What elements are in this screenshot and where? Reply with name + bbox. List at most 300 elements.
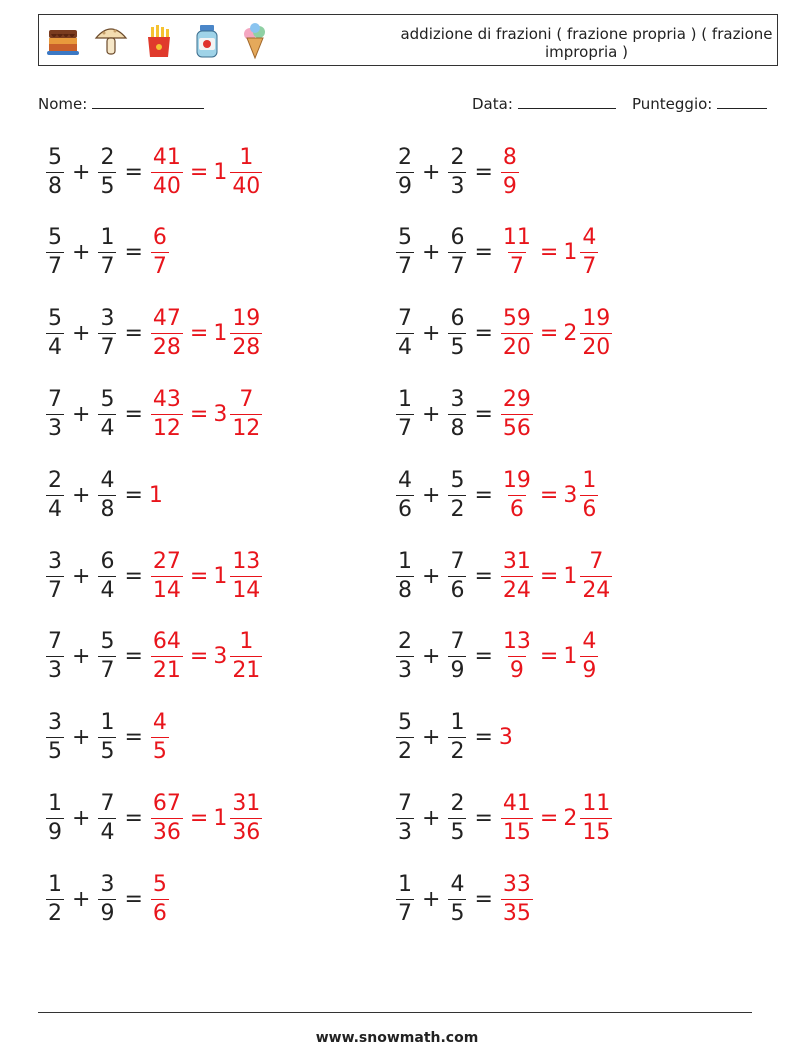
addend-a-numerator: 7 [48,629,62,655]
mixed-denominator: 40 [232,173,261,199]
answer-improper-denominator: 6 [509,496,524,522]
addend-b-denominator: 5 [450,819,465,845]
mixed-fraction [230,305,262,362]
answer-improper-numerator: 59 [502,306,531,332]
addend-b-denominator: 7 [100,658,115,684]
addend-a [46,628,64,685]
plus-sign: + [72,482,91,508]
equals-sign: = [474,644,493,670]
answer-equals-sign: = [189,563,209,589]
score-blank[interactable] [717,94,767,109]
addend-a-denominator: 6 [398,496,412,522]
answer-improper-denominator: 28 [152,335,181,361]
addend-b-numerator: 1 [450,710,465,736]
name-blank[interactable] [92,94,204,109]
addend-a-denominator: 4 [48,335,62,361]
plus-sign: + [422,401,441,427]
addend-b [98,628,116,685]
answer-improper-denominator: 15 [502,819,531,845]
answer-whole: 1 [148,482,163,508]
problem-item [394,786,614,850]
addend-a-numerator: 1 [398,871,412,897]
addend-b-denominator: 9 [450,658,465,684]
addend-b-denominator: 7 [450,254,465,280]
addend-a-numerator: 3 [48,710,62,736]
addend-b-denominator: 9 [100,900,115,926]
plus-sign: + [72,805,91,831]
answer-improper-numerator: 11 [502,225,531,251]
addend-a-denominator: 7 [398,254,412,280]
addend-b [448,709,466,766]
footer-divider [38,1012,752,1013]
mixed-fraction [230,548,262,605]
addend-b-denominator: 3 [450,173,465,199]
addend-b [98,144,116,201]
score-label: Punteggio: [632,95,713,113]
addend-b-numerator: 1 [100,225,115,251]
answer-improper-numerator: 6 [152,225,167,251]
plus-sign: + [72,886,91,912]
addend-a-numerator: 4 [398,467,412,493]
equals-sign: = [474,159,493,185]
addend-a-numerator: 2 [48,467,62,493]
problem-item [394,706,514,770]
addend-a-denominator: 3 [48,658,62,684]
addend-b-numerator: 1 [100,710,115,736]
addend-a [46,709,64,766]
answer-equals-sign: = [189,321,209,347]
addend-a [46,224,64,281]
addend-a [396,790,414,847]
answer [149,871,171,928]
mixed-whole: 3 [563,482,578,508]
equals-sign: = [124,240,143,266]
mixed-numerator: 4 [582,225,597,251]
answer [149,224,171,281]
addend-b-numerator: 3 [100,871,115,897]
addend-a-numerator: 5 [398,225,412,251]
plus-sign: + [422,886,441,912]
answer-improper [501,628,533,685]
plus-sign: + [72,321,91,347]
mixed-numerator: 19 [582,306,611,332]
addend-b-denominator: 7 [100,254,115,280]
addend-b [448,548,466,605]
mixed-whole: 1 [213,321,228,347]
answer-improper [151,224,169,281]
plus-sign: + [422,159,441,185]
addend-a-denominator: 2 [398,739,412,765]
addend-a-numerator: 5 [48,306,62,332]
answer-equals-sign: = [539,240,559,266]
answer-improper [501,144,519,201]
equals-sign: = [124,644,143,670]
addend-a [46,386,64,443]
addend-b [98,305,116,362]
addend-a [46,790,64,847]
addend-b-numerator: 6 [100,548,115,574]
addend-a-numerator: 5 [48,225,62,251]
mixed-numerator: 1 [582,467,597,493]
addend-b-numerator: 2 [100,144,115,170]
answer-improper-denominator: 6 [152,900,167,926]
addend-b-numerator: 7 [450,629,465,655]
answer-improper-numerator: 19 [502,467,531,493]
mixed-denominator: 12 [232,415,261,441]
mixed-denominator: 20 [582,335,611,361]
answer-improper-numerator: 43 [152,386,181,412]
equals-sign: = [474,482,493,508]
addend-a-denominator: 7 [48,254,62,280]
header-box [38,14,778,66]
addend-a-denominator: 5 [48,739,62,765]
answer [499,871,535,928]
answer-improper [151,871,169,928]
equals-sign: = [474,563,493,589]
equals-sign: = [124,321,143,347]
addend-a-denominator: 9 [398,173,412,199]
mixed-denominator: 14 [232,577,261,603]
addend-b [98,386,116,443]
answer [499,386,535,443]
addend-a [396,628,414,685]
answer-improper-numerator: 67 [152,790,181,816]
addend-a-denominator: 2 [48,900,62,926]
answer-improper [151,386,183,443]
answer [149,305,264,362]
addend-a-numerator: 2 [398,144,412,170]
answer-equals-sign: = [189,401,209,427]
problem-item [394,221,600,285]
addend-b-denominator: 5 [100,173,115,199]
problem-item [394,867,535,931]
answer-improper-numerator: 8 [502,144,517,170]
plus-sign: + [422,482,441,508]
mixed-denominator: 7 [582,254,597,280]
icon-row [45,22,273,60]
name-field[interactable] [38,94,204,113]
problem-item [394,625,600,689]
addend-a [46,467,64,524]
addend-b-numerator: 7 [100,790,115,816]
addend-a-numerator: 7 [398,306,412,332]
answer [149,386,264,443]
addend-b-denominator: 5 [450,900,465,926]
answer-equals-sign: = [539,563,559,589]
addend-a-denominator: 7 [398,900,412,926]
name-label: Nome: [38,95,88,113]
plus-sign: + [72,159,91,185]
mixed-whole: 1 [213,805,228,831]
addend-b-denominator: 5 [450,335,465,361]
equals-sign: = [124,401,143,427]
addend-a [46,305,64,362]
mixed-fraction [230,628,262,685]
plus-sign: + [72,240,91,266]
addend-a [396,224,414,281]
mixed-whole: 3 [213,644,228,670]
addend-a-denominator: 4 [48,496,62,522]
answer-improper [501,467,533,524]
answer-equals-sign: = [189,159,209,185]
answer-improper [151,628,183,685]
mixed-whole: 1 [563,644,578,670]
equals-sign: = [124,482,143,508]
plus-sign: + [422,805,441,831]
addend-b-numerator: 3 [100,306,115,332]
answer-improper-denominator: 5 [152,739,167,765]
addend-a [46,144,64,201]
addend-b-denominator: 8 [450,415,465,441]
addend-a-denominator: 3 [398,819,412,845]
mixed-denominator: 15 [582,819,611,845]
mixed-fraction [580,790,612,847]
cake-icon [45,22,81,60]
equals-sign: = [474,401,493,427]
addend-b-numerator: 5 [450,467,465,493]
addend-b-denominator: 2 [450,739,465,765]
mixed-denominator: 24 [582,577,611,603]
equals-sign: = [124,725,143,751]
answer [499,790,614,847]
addend-b-denominator: 2 [450,496,465,522]
mixed-numerator: 13 [232,548,261,574]
answer [499,144,521,201]
answer-improper [151,709,169,766]
mixed-fraction [580,548,612,605]
answer-improper-denominator: 40 [152,173,181,199]
answer-improper [501,305,533,362]
addend-a [396,548,414,605]
addend-b-numerator: 2 [450,144,465,170]
answer-improper-denominator: 9 [502,173,517,199]
problem-item [44,867,171,931]
date-label: Data: [472,95,513,113]
addend-b [98,709,116,766]
addend-b [448,144,466,201]
answer-improper-numerator: 31 [502,548,531,574]
addend-a-denominator: 4 [398,335,412,361]
addend-a-numerator: 1 [48,790,62,816]
mixed-denominator: 28 [232,335,261,361]
problem-item [44,302,264,366]
answer [149,709,171,766]
answer-improper-numerator: 13 [502,629,531,655]
answer-improper-denominator: 24 [502,577,531,603]
answer-improper-denominator: 9 [509,658,524,684]
equals-sign: = [124,159,143,185]
equals-sign: = [474,240,493,266]
addend-b [448,386,466,443]
answer-improper [501,224,533,281]
plus-sign: + [72,725,91,751]
answer-improper [501,548,533,605]
answer-improper-numerator: 5 [152,871,167,897]
mixed-whole: 3 [213,401,228,427]
plus-sign: + [72,563,91,589]
addend-b [448,224,466,281]
footer-url: www.snowmath.com [315,1030,479,1046]
answer-improper-denominator: 14 [152,577,181,603]
addend-a [396,709,414,766]
addend-b [448,790,466,847]
mixed-whole: 1 [563,240,578,266]
addend-b-numerator: 4 [450,871,465,897]
answer [499,628,600,685]
mixed-whole: 1 [563,563,578,589]
mixed-whole: 1 [213,563,228,589]
problem-item [394,544,614,608]
answer-improper-denominator: 7 [152,254,167,280]
jam-jar-icon [189,22,225,60]
score-field[interactable] [632,94,767,113]
answer-equals-sign: = [539,805,559,831]
answer-improper-numerator: 4 [152,710,167,736]
plus-sign: + [422,644,441,670]
addend-a-denominator: 3 [398,658,412,684]
answer-improper-denominator: 36 [152,819,181,845]
addend-b-denominator: 4 [100,819,115,845]
equals-sign: = [124,805,143,831]
answer-whole: 3 [498,725,513,751]
worksheet-title: addizione di frazioni ( frazione propria ) ( frazione impropria ) [400,25,773,61]
addend-a-denominator: 3 [48,415,62,441]
addend-b-numerator: 2 [450,790,465,816]
mixed-whole: 2 [563,805,578,831]
addend-b-numerator: 6 [450,225,465,251]
answer [149,483,164,508]
answer-equals-sign: = [539,482,559,508]
mixed-denominator: 21 [232,658,261,684]
mixed-fraction [580,305,612,362]
addend-b-denominator: 7 [100,335,115,361]
answer-equals-sign: = [189,805,209,831]
plus-sign: + [422,563,441,589]
addend-a-numerator: 1 [48,871,62,897]
answer-equals-sign: = [539,644,559,670]
problem-item [44,786,264,850]
mixed-fraction [230,386,262,443]
addend-b-denominator: 5 [100,739,115,765]
equals-sign: = [474,805,493,831]
answer-improper [151,144,183,201]
addend-a [396,871,414,928]
addend-a-numerator: 3 [48,548,62,574]
answer-improper-numerator: 29 [502,386,531,412]
problem-item [44,382,264,446]
addend-b-denominator: 4 [100,577,115,603]
equals-sign: = [124,886,143,912]
addend-b [98,871,116,928]
answer-improper-denominator: 7 [509,254,524,280]
equals-sign: = [474,886,493,912]
addend-a-denominator: 7 [48,577,62,603]
addend-b-denominator: 6 [450,577,465,603]
addend-a [396,467,414,524]
plus-sign: + [72,644,91,670]
problem-item [44,544,264,608]
problem-item [394,140,521,204]
ice-cream-icon [237,22,273,60]
problem-item [44,706,171,770]
addend-b [448,467,466,524]
addend-b [98,790,116,847]
answer-improper-numerator: 41 [502,790,531,816]
answer-equals-sign: = [189,644,209,670]
answer-improper [501,386,533,443]
addend-b-numerator: 3 [450,386,465,412]
addend-a-denominator: 7 [398,415,412,441]
answer [499,305,614,362]
addend-b [448,871,466,928]
date-blank[interactable] [518,94,616,109]
equals-sign: = [124,563,143,589]
addend-b-denominator: 8 [100,496,115,522]
addend-a [396,144,414,201]
answer-equals-sign: = [539,321,559,347]
addend-b [448,628,466,685]
date-field[interactable] [472,94,616,113]
mixed-whole: 2 [563,321,578,347]
addend-a [46,871,64,928]
mixed-denominator: 36 [232,819,261,845]
addend-a-numerator: 1 [398,386,412,412]
addend-a-numerator: 1 [398,548,412,574]
addend-a [396,305,414,362]
plus-sign: + [422,321,441,347]
addend-a-numerator: 5 [48,144,62,170]
fries-icon [141,22,177,60]
addend-a-denominator: 8 [48,173,62,199]
equals-sign: = [474,725,493,751]
addend-a [396,386,414,443]
answer [499,224,600,281]
answer [499,725,514,750]
equals-sign: = [474,321,493,347]
mixed-fraction [230,790,262,847]
mushroom-icon [93,22,129,60]
mixed-numerator: 7 [239,386,254,412]
mixed-numerator: 19 [232,306,261,332]
mixed-fraction [580,628,598,685]
addend-a-numerator: 2 [398,629,412,655]
addend-b [448,305,466,362]
answer-improper [501,871,533,928]
answer-improper-denominator: 20 [502,335,531,361]
mixed-numerator: 1 [239,144,254,170]
answer [149,628,264,685]
answer-improper-numerator: 33 [502,871,531,897]
plus-sign: + [422,240,441,266]
mixed-whole: 1 [213,159,228,185]
addend-a-numerator: 7 [48,386,62,412]
problem-item [394,382,535,446]
problem-item [394,463,600,527]
mixed-denominator: 6 [582,496,597,522]
addend-b-denominator: 4 [100,415,115,441]
problem-item [394,302,614,366]
answer-improper-denominator: 56 [502,415,531,441]
answer-improper [501,790,533,847]
answer [499,548,614,605]
mixed-fraction [580,467,598,524]
addend-a-denominator: 9 [48,819,62,845]
plus-sign: + [72,401,91,427]
addend-b [98,467,116,524]
mixed-denominator: 9 [582,658,597,684]
answer-improper-numerator: 47 [152,306,181,332]
answer [499,467,600,524]
